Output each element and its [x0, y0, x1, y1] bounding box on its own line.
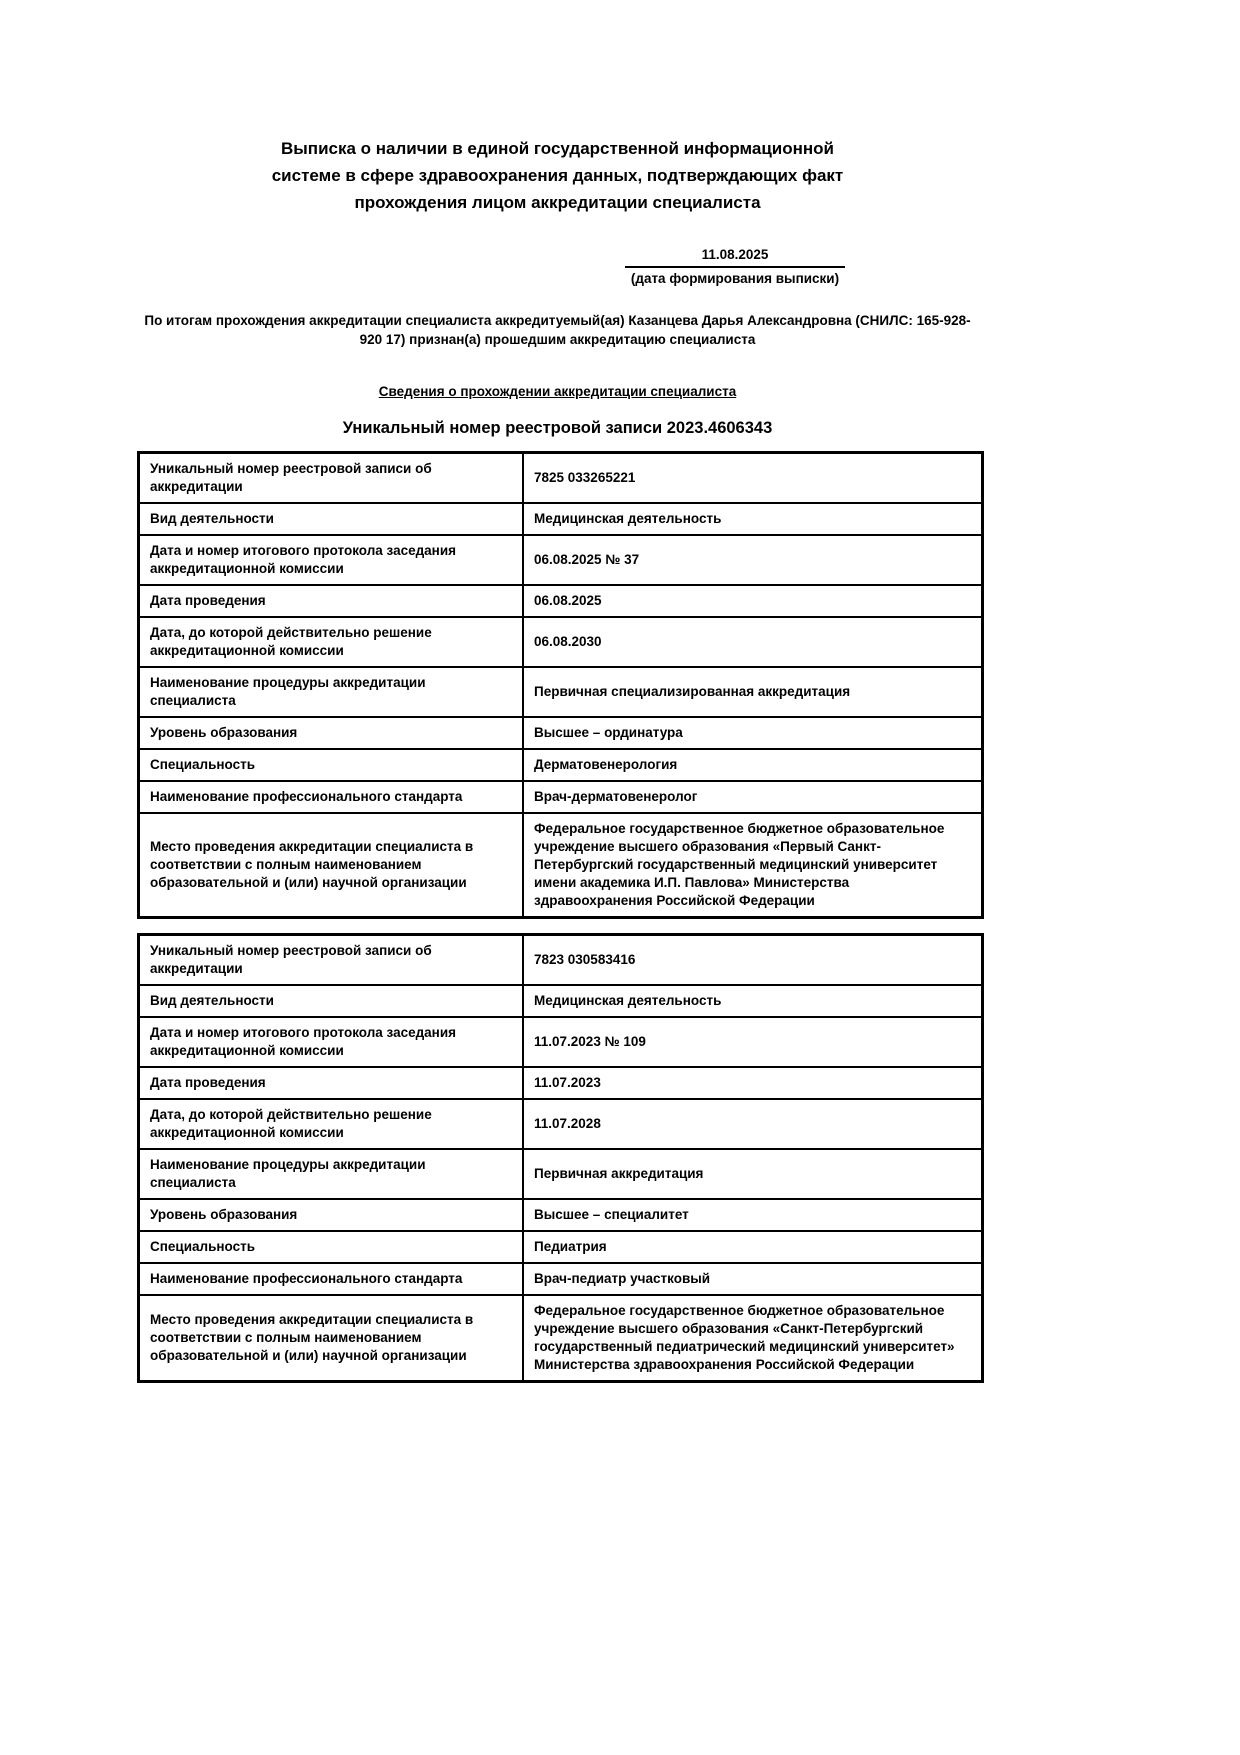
table-row — [139, 503, 983, 535]
row-label: Дата, до которой действительно решение аккредитационной комиссии — [139, 1099, 524, 1149]
row-value: Первичная аккредитация — [523, 1149, 983, 1199]
row-label: Уровень образования — [139, 1199, 524, 1231]
row-label: Дата, до которой действительно решение аккредитационной комиссии — [139, 617, 524, 667]
table-row — [139, 1067, 983, 1099]
table-row — [139, 1231, 983, 1263]
row-label: Уникальный номер реестровой записи об аккредитации — [139, 453, 524, 504]
table-row — [139, 935, 983, 986]
row-value: 7825 033265221 — [523, 453, 983, 504]
section-heading: Сведения о прохождении аккредитации специалиста — [378, 384, 737, 399]
row-label: Специальность — [139, 1231, 524, 1263]
registry-number-heading: Уникальный номер реестровой записи 2023.4606343 — [342, 419, 773, 437]
intro-paragraph: По итогам прохождения аккредитации специалиста аккредитуемый(ая) Казанцева Дарья Александровна (СНИЛС: 165-928-920 17) признан(а) прошедшим аккредитацию специалиста — [144, 313, 971, 347]
table-row — [139, 1149, 983, 1199]
row-label: Уровень образования — [139, 717, 524, 749]
row-label: Уникальный номер реестровой записи об аккредитации — [139, 935, 524, 986]
extract-date-block — [625, 246, 845, 287]
row-value: Врач-дерматовенеролог — [523, 781, 983, 813]
row-value: 06.08.2025 № 37 — [523, 535, 983, 585]
row-value: 06.08.2025 — [523, 585, 983, 617]
row-label: Дата проведения — [139, 1067, 524, 1099]
document-content — [137, 0, 978, 1383]
table-row — [139, 1017, 983, 1067]
row-label: Дата и номер итогового протокола заседания аккредитационной комиссии — [139, 1017, 524, 1067]
accreditation-table-2 — [137, 933, 984, 1383]
table-row — [139, 585, 983, 617]
document-title-line: системе в сфере здравоохранения данных, подтверждающих факт — [271, 166, 844, 185]
row-value: Дерматовенерология — [523, 749, 983, 781]
row-value: Высшее – специалитет — [523, 1199, 983, 1231]
row-value: Педиатрия — [523, 1231, 983, 1263]
table-row — [139, 781, 983, 813]
row-label: Вид деятельности — [139, 985, 524, 1017]
row-value: 11.07.2023 — [523, 1067, 983, 1099]
row-value: Врач-педиатр участковый — [523, 1263, 983, 1295]
table-row — [139, 1199, 983, 1231]
row-label: Дата и номер итогового протокола заседания аккредитационной комиссии — [139, 535, 524, 585]
table-row — [139, 617, 983, 667]
row-value: Высшее – ординатура — [523, 717, 983, 749]
row-value: Федеральное государственное бюджетное образовательное учреждение высшего образования «Первый Санкт-Петербургский государственный медицинский университет имени академика И.П. Павлова» Министерства здравоохранения Российской Федерации — [523, 813, 983, 918]
row-label: Наименование процедуры аккредитации специалиста — [139, 1149, 524, 1199]
row-label: Место проведения аккредитации специалиста в соответствии с полным наименованием образовательной и (или) научной организации — [139, 813, 524, 918]
table-row — [139, 1099, 983, 1149]
extract-date: 11.08.2025 — [625, 246, 845, 268]
row-value: 11.07.2023 № 109 — [523, 1017, 983, 1067]
table-row — [139, 985, 983, 1017]
row-value: Медицинская деятельность — [523, 985, 983, 1017]
document-title — [137, 135, 978, 216]
row-value: 7823 030583416 — [523, 935, 983, 986]
row-label: Наименование профессионального стандарта — [139, 1263, 524, 1295]
row-value: Федеральное государственное бюджетное образовательное учреждение высшего образования «Санкт-Петербургский государственный педиатрический медицинский университет» Министерства здравоохранения Российской Федерации — [523, 1295, 983, 1382]
table-row — [139, 1263, 983, 1295]
row-value: 11.07.2028 — [523, 1099, 983, 1149]
table-row — [139, 667, 983, 717]
row-label: Наименование процедуры аккредитации специалиста — [139, 667, 524, 717]
table-row — [139, 1295, 983, 1382]
row-value: Медицинская деятельность — [523, 503, 983, 535]
row-value: 06.08.2030 — [523, 617, 983, 667]
document-title-line: Выписка о наличии в единой государственной информационной — [281, 139, 834, 158]
table-row — [139, 813, 983, 918]
row-value: Первичная специализированная аккредитация — [523, 667, 983, 717]
table-row — [139, 453, 983, 504]
accreditation-table-1 — [137, 451, 984, 919]
table-row — [139, 749, 983, 781]
row-label: Вид деятельности — [139, 503, 524, 535]
table-row — [139, 535, 983, 585]
extract-date-caption: (дата формирования выписки) — [630, 271, 840, 286]
row-label: Дата проведения — [139, 585, 524, 617]
row-label: Место проведения аккредитации специалиста в соответствии с полным наименованием образовательной и (или) научной организации — [139, 1295, 524, 1382]
table-row — [139, 717, 983, 749]
row-label: Наименование профессионального стандарта — [139, 781, 524, 813]
document-title-line: прохождения лицом аккредитации специалиста — [354, 193, 761, 212]
row-label: Специальность — [139, 749, 524, 781]
